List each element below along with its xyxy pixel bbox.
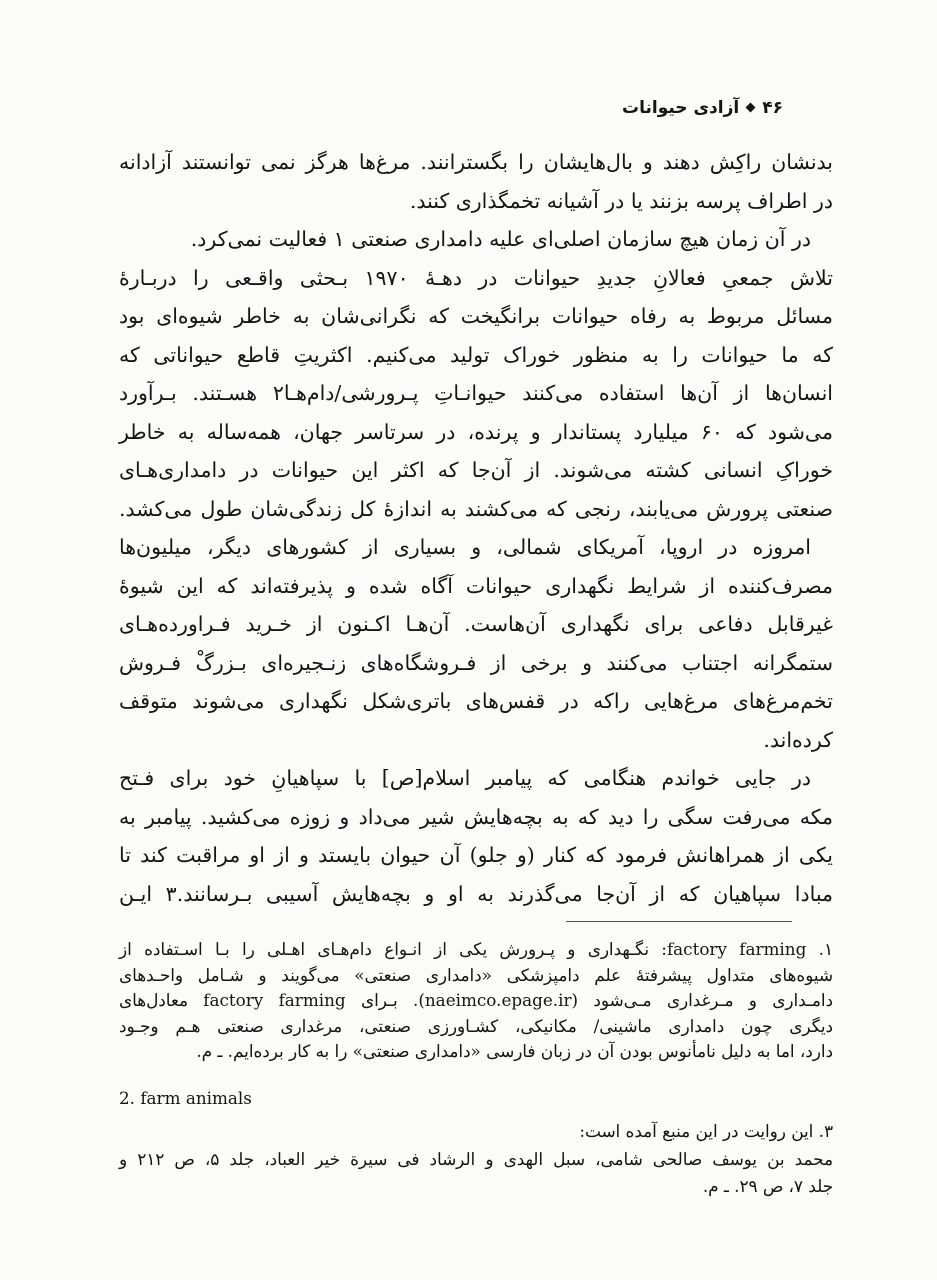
footnote-line: دارد، اما به دلیل نامأنوس بودن آن در زبان فارسی «دامداری صنعتی» را به کار برده‌ایم. ـ م. [196,1041,833,1061]
body-line: مصرف‌کننده از شرایط نگهداری حیوانات آگاه شده و پذیرفته‌اند که این شیوهٔ [119,573,833,598]
body-line: در جایی خواندم هنگامی که پیامبر اسلام[ص] با سپاهیانِ خود برای فـتح [119,766,811,790]
body-line: می‌شود که ۶۰ میلیارد پستاندار و پرنده، در سرتاسر جهان، همه‌ساله به خاطر [119,419,833,444]
body-line: مسائل مربوط به رفاه حیوانات برانگیخت که نگرانی‌شان به خاطر شیوه‌ای بود [119,304,833,328]
body-line: بدنشان را‌کِش دهند و بال‌هایشان را بگسترانند. مرغ‌ها هرگز نمی توانستند آزادانه [119,150,833,174]
running-header [383,98,783,118]
footnote-2: 2. farm animals [119,1088,252,1108]
body-line: کرده‌اند. [763,727,833,752]
body-line: تخم‌مرغ‌های مرغ‌هایی راکه در قفس‌های باتری‌شکل نگهداری می‌شوند متوقف [119,689,833,713]
body-line: ستمگرانه اجتناب می‌کنند و برخی از فـروشگاه‌های زنـجیره‌ای بـزرگْ فـروش [119,650,833,675]
body-line: مبادا سپاهیان که از آن‌جا می‌گذرند به او و بچه‌هایش آسیبی بـرسانند.۳ ایـن [119,881,833,906]
body-line: صنعتی پرورش می‌یابند، رنجی که می‌کشند به اندازهٔ کل زندگی‌شان طول می‌کشد. [119,496,833,521]
page-number: ۴۶ [762,98,783,118]
body-line: مکه می‌رفت سگی را دید که به بچه‌هایش شیر می‌داد و زوزه می‌کشید. پیامبر به [119,804,833,829]
footnote-line: ۱. factory farming: نگـهداری و پـرورش یکی از انـواع دام‌هـای اهـلی را بـا اسـتفاده از [119,939,833,959]
footnote-line: جلد ۷، ص ۲۹. ـ م. [702,1176,833,1196]
body-line: در آن زمان هیچ سازمان اصلی‌ای علیه دامداری صنعتی ۱ فعالیت نمی‌کرد. [190,227,811,251]
diamond-ornament-icon [746,103,756,113]
footnote-line: دیگری چون دامداری ماشینی/ مکانیکی، کشـاورزی صنعتی، مرغداری صنعتی هـم وجـود [119,1015,833,1036]
body-line: تلاش جمعیِ فعالانِ جدیدِ حیوانات در دهـهٔ ۱۹۷۰ بـحثی واقـعی را دربـارهٔ [119,265,833,290]
running-title: آزادی حیوانات [622,98,740,118]
body-line: که ما حیوانات را به منظور خوراک تولید می‌کنیم. اکثریتِ قاطع حیواناتی که [119,342,833,367]
body-line: انسان‌ها از آن‌ها استفاده می‌کنند حیوانـاتِ پـرورشی/دام‌هـا۲ هسـتند. بـرآورد [119,381,833,405]
footnote-divider [566,921,792,922]
body-line: خوراکِ انسانی کشته می‌شوند. از آن‌جا که اکثر این حیوانات در دامداری‌هـای [119,458,833,482]
footnote-line: محمد بن یوسف صالحی شامی، سبل الهدی و الرشاد فی سیرة خیر العباد، جلد ۵، ص ۲۱۲ و [119,1149,833,1169]
body-line: امروزه در اروپا، آمریکای شمالی، و بسیاری از کشورهای دیگر، میلیون‌ها [119,535,811,559]
footnote-line: ۳. این روایت در این منبع آمده است: [579,1121,833,1141]
body-line: غیرقابل دفاعی برای نگهداری آن‌هاست. آن‌هـا اکـنون از خـرید فـراورده‌هـای [119,612,833,636]
body-line: یکی از همراهانش فرمود که کنار (و جلو) آن حیوان بایستد و از او مراقبت کند تا [119,843,833,867]
footnote-line: دامـداری و مـرغداری مـی‌شود (naeimco.epage.ir). بـرای factory farming معادل‌های [119,990,833,1010]
footnote-line: شیوه‌های متداول پیشرفتهٔ علم دامپزشکی «دامداری صنعتی» می‌گویند و شـامل واحـدهای [119,964,833,985]
body-line: در اطراف پرسه بزنند یا در آشیانه تخمگذاری کنند. [409,188,833,213]
